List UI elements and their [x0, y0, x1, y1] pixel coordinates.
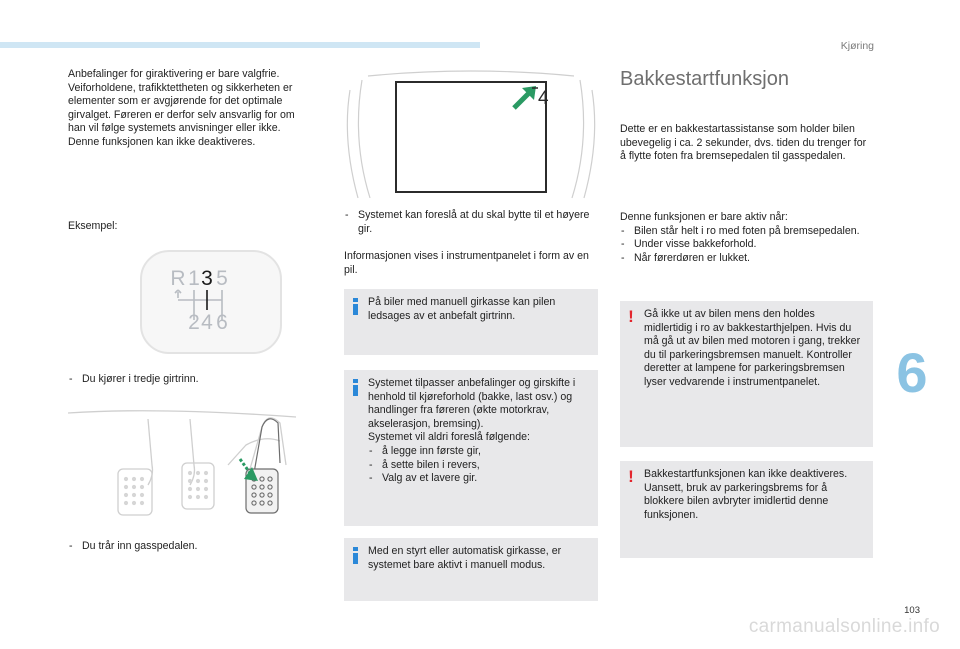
- page-number: 103: [904, 605, 920, 616]
- header-bar: [0, 42, 480, 48]
- gear-label-4: 4: [201, 311, 213, 334]
- step-pedal: [68, 540, 300, 554]
- pedal-illustration: [68, 405, 298, 535]
- list-item: - Bilen står helt i ro med foten på bremsepedalen.: [620, 225, 873, 239]
- hill-start-intro: Dette er en bakkestartassistanse som holder bilen ubevegelig i ca. 2 sekunder, dvs. tiden du trenger for å flytte foten fra bremsepedalen til gasspedalen.: [620, 123, 867, 163]
- gear-label-6: 6: [216, 311, 228, 334]
- note-system-adaptation-lead: Systemet vil aldri foreslå følgende:: [368, 431, 530, 444]
- section-name: Kjøring: [840, 40, 874, 52]
- step-suggest-item: - Systemet kan foreslå at du skal bytte til et høyere gir.: [344, 209, 598, 236]
- list-item: - å sette bilen i revers,: [368, 459, 590, 473]
- info-text: Informasjonen vises i instrumentpanelet i form av en pil.: [344, 250, 589, 276]
- step-pedal-item: - Du trår inn gasspedalen.: [68, 540, 300, 554]
- pedal-grip-dots: [124, 471, 208, 505]
- list-item: - Valg av et lavere gir.: [368, 472, 590, 486]
- conditions-lead: Denne funksjonen er bare aktiv når:: [620, 211, 788, 223]
- note-system-adaptation: [344, 370, 598, 526]
- exclamation-icon: !: [628, 467, 634, 486]
- intro-note: Denne funksjonen kan ikke deaktiveres.: [68, 135, 256, 148]
- gear-label-3-current: 3: [201, 267, 213, 290]
- info-icon: [353, 298, 358, 315]
- warning-leaving-vehicle-text: Gå ikke ut av bilen mens den holdes midlertidig i ro av bakkestarthjelpen. Hvis du må gå ut av bilen med motoren i gang, trekker du til parkeringsbremsen manuelt. Kontroller deretter at lampene for parkeringsbremsen lyser vedvarende i instrumentpanelet.: [644, 308, 861, 388]
- note-manual-gearbox: [344, 289, 598, 355]
- display-gear-number: 4: [538, 88, 549, 109]
- exclamation-icon: !: [628, 307, 634, 326]
- note-system-adaptation-text: [368, 377, 590, 486]
- gear-label-1: 1: [188, 267, 200, 290]
- step-pedal-list: [68, 540, 300, 554]
- note-system-adaptation-body: Systemet tilpasser anbefalinger og girskifte i henhold til kjøreforhold (bakke, last osv.) og handlinger fra føreren (økte motorkrav, akselerasjon, bremsing).: [368, 377, 576, 430]
- example-label: Eksempel:: [68, 220, 118, 232]
- gear-label-r: R: [170, 267, 186, 290]
- step-gear-item: - Du kjører i tredje girtrinn.: [68, 373, 300, 387]
- note-manual-gearbox-text: På biler med manuell girkasse kan pilen ledsages av et anbefalt girtrinn.: [368, 296, 556, 322]
- intro-text: Anbefalinger for giraktivering er bare valgfrie. Veiforholdene, trafikktettheten og sikkerheten er elementer som er avgjørende for det optimale girvalget. Føreren er derfor selv ansvarlig for om han vil følge systemets anvisninger eller ikke.: [68, 68, 295, 135]
- step-suggest: [344, 209, 598, 236]
- list-item: - å legge inn første gir,: [368, 445, 590, 459]
- step-gear: [68, 373, 300, 387]
- gear-label-2: 2: [188, 311, 200, 334]
- instrument-panel-figure: [344, 70, 598, 200]
- watermark: carmanualsonline.info: [748, 616, 940, 637]
- step-suggest-list: [344, 209, 598, 236]
- gear-label-5: 5: [216, 267, 228, 290]
- never-suggest-list: [368, 445, 590, 486]
- conditions: [620, 211, 873, 265]
- info-icon: [353, 547, 358, 564]
- list-item: - Når førerdøren er lukket.: [620, 252, 873, 266]
- note-automatic-gearbox: [344, 538, 598, 601]
- warning-cannot-deactivate: [620, 461, 873, 558]
- note-automatic-gearbox-text: Med en styrt eller automatisk girkasse, er systemet bare aktivt i manuell modus.: [368, 545, 562, 571]
- info-icon: [353, 379, 358, 396]
- intro-paragraph: [68, 68, 300, 150]
- warning-cannot-deactivate-text: Bakkestartfunksjonen kan ikke deaktiveres. Uansett, bruk av parkeringsbrems for å blokkere bilen avbryter imidlertid denne funksjonen.: [644, 468, 848, 521]
- gear-indicator-figure: [140, 250, 282, 354]
- list-item: - Under visse bakkeforhold.: [620, 238, 873, 252]
- chapter-number: 6: [896, 341, 928, 404]
- warning-leaving-vehicle: [620, 301, 873, 447]
- step-gear-list: [68, 373, 300, 387]
- conditions-list: [620, 225, 873, 266]
- page-title: Bakkestartfunksjon: [620, 68, 789, 90]
